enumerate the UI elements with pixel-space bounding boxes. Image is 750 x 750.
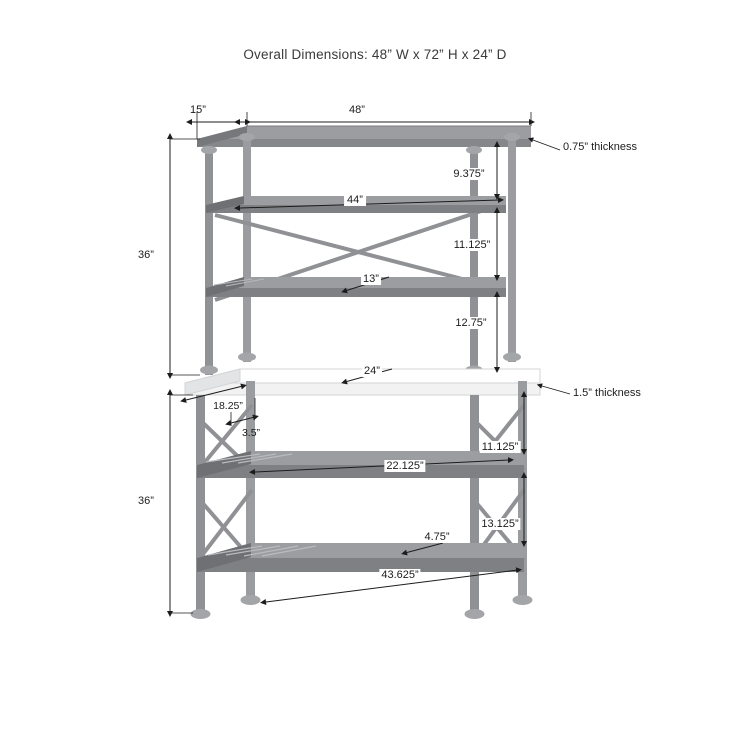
- base-middle-shelf: [197, 451, 524, 478]
- dim-label-counter-side: 18.25”: [213, 400, 243, 412]
- dim-label-top-width: 48”: [349, 104, 365, 116]
- dim-label-upper-gap-2: 11.125”: [453, 239, 491, 251]
- dim-label-counter-thickness: 1.5” thickness: [573, 387, 641, 399]
- dim-label-top-depth: 15”: [190, 104, 206, 116]
- dim-label-mid-shelf-width: 22.125”: [386, 460, 424, 472]
- base-bottom-shelf: [197, 543, 524, 572]
- dim-label-lower-gap-1: 11.125”: [481, 441, 519, 453]
- dim-label-base-height: 36”: [138, 495, 154, 507]
- dim-label-bottom-depth: 4.75”: [424, 531, 450, 543]
- dim-label-lower-gap-2: 13.125”: [481, 518, 519, 530]
- dim-label-upper-gap-1: 9.375”: [453, 168, 485, 180]
- page-title: Overall Dimensions: 48” W x 72” H x 24” D: [243, 47, 507, 62]
- dim-label-rail-width: 44”: [344, 194, 366, 206]
- dim-label-shelf-depth: 13”: [363, 273, 379, 285]
- dim-label-counter-depth: 24”: [364, 365, 380, 377]
- dim-label-bottom-width: 43.625”: [381, 569, 419, 581]
- dim-label-overhang: 3.5”: [241, 427, 261, 439]
- dim-label-top-shelf-thickness: 0.75” thickness: [563, 141, 637, 153]
- dim-label-hutch-height: 36”: [138, 249, 154, 261]
- dim-label-upper-gap-3: 12.75”: [455, 317, 487, 329]
